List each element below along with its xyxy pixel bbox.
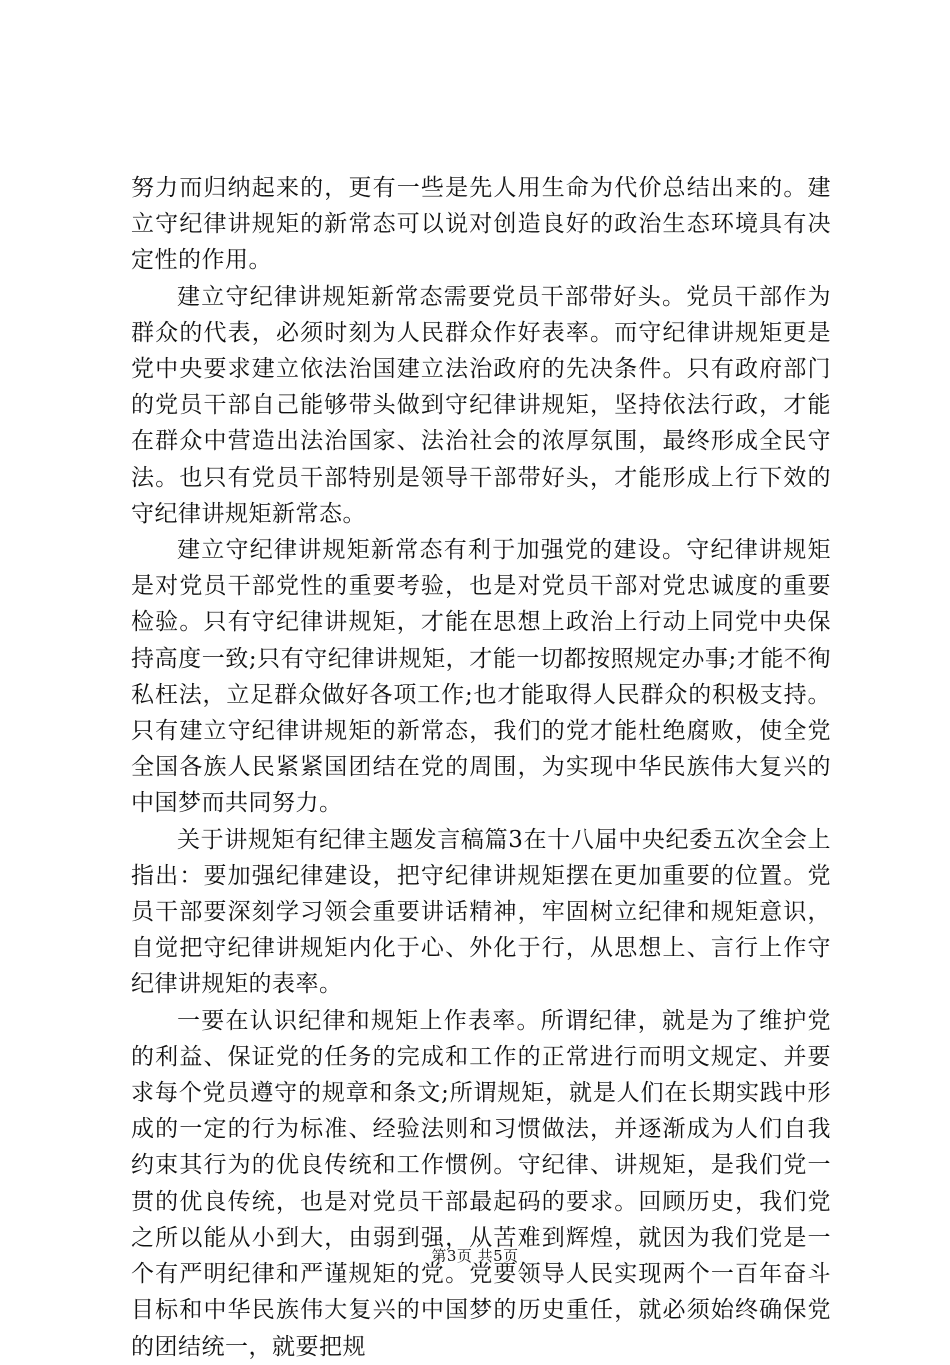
paragraph-5: 一要在认识纪律和规矩上作表率。所谓纪律，就是为了维护党的利益、保证党的任务的完成和工作的正常进行而明文规定、并要求每个党员遵守的规章和条文;所谓规矩，就是人们在长期实践中形成的一定的行为标准、经验法则和习惯做法，并逐渐成为人们自我约束其行为的优良传统和工作惯例。守纪律、讲规矩，是我们党一贯的优良传统，也是对党员干部最起码的要求。回顾历史，我们党之所以能从小到大，由弱到强，从苦难到辉煌，就因为我们党是一个有严明纪律和严谨规矩的党。党要领导人民实现两个一百年奋斗目标和中华民族伟大复兴的中国梦的历史重任，就必须始终确保党的团结统一，就要把规	[131, 1007, 831, 1360]
paragraph-2: 建立守纪律讲规矩新常态需要党员干部带好头。党员干部作为群众的代表，必须时刻为人民群众作好表率。而守纪律讲规矩更是党中央要求建立依法治国建立法治政府的先决条件。只有政府部门的党员干部自己能够带头做到守纪律讲规矩，坚持依法行政，才能在群众中营造出法治国家、法治社会的浓厚氛围，最终形成全民守法。也只有党员干部特别是领导干部带好头，才能形成上行下效的守纪律讲规矩新常态。	[131, 283, 831, 527]
paragraph-3: 建立守纪律讲规矩新常态有利于加强党的建设。守纪律讲规矩是对党员干部党性的重要考验，也是对党员干部对党忠诚度的重要检验。只有守纪律讲规矩，才能在思想上政治上行动上同党中央保持高度一致;只有守纪律讲规矩，才能一切都按照规定办事;才能不徇私枉法，立足群众做好各项工作;也才能取得人民群众的积极支持。只有建立守纪律讲规矩的新常态，我们的党才能杜绝腐败，使全党全国各族人民紧紧国团结在党的周围，为实现中华民族伟大复兴的中国梦而共同努力。	[131, 537, 831, 817]
paragraph-4: 关于讲规矩有纪律主题发言稿篇3在十八届中央纪委五次全会上指出：要加强纪律建设，把守纪律讲规矩摆在更加重要的位置。党员干部要深刻学习领会重要讲话精神，牢固树立纪律和规矩意识，自觉把守纪律讲规矩内化于心、外化于行，从思想上、言行上作守纪律讲规矩的表率。	[131, 826, 831, 998]
document-body	[131, 170, 831, 1365]
page-footer: 第3页 共5页	[431, 1247, 519, 1265]
paragraph-1: 努力而归纳起来的，更有一些是先人用生命为代价总结出来的。建立守纪律讲规矩的新常态可以说对创造良好的政治生态环境具有决定性的作用。	[131, 175, 831, 274]
